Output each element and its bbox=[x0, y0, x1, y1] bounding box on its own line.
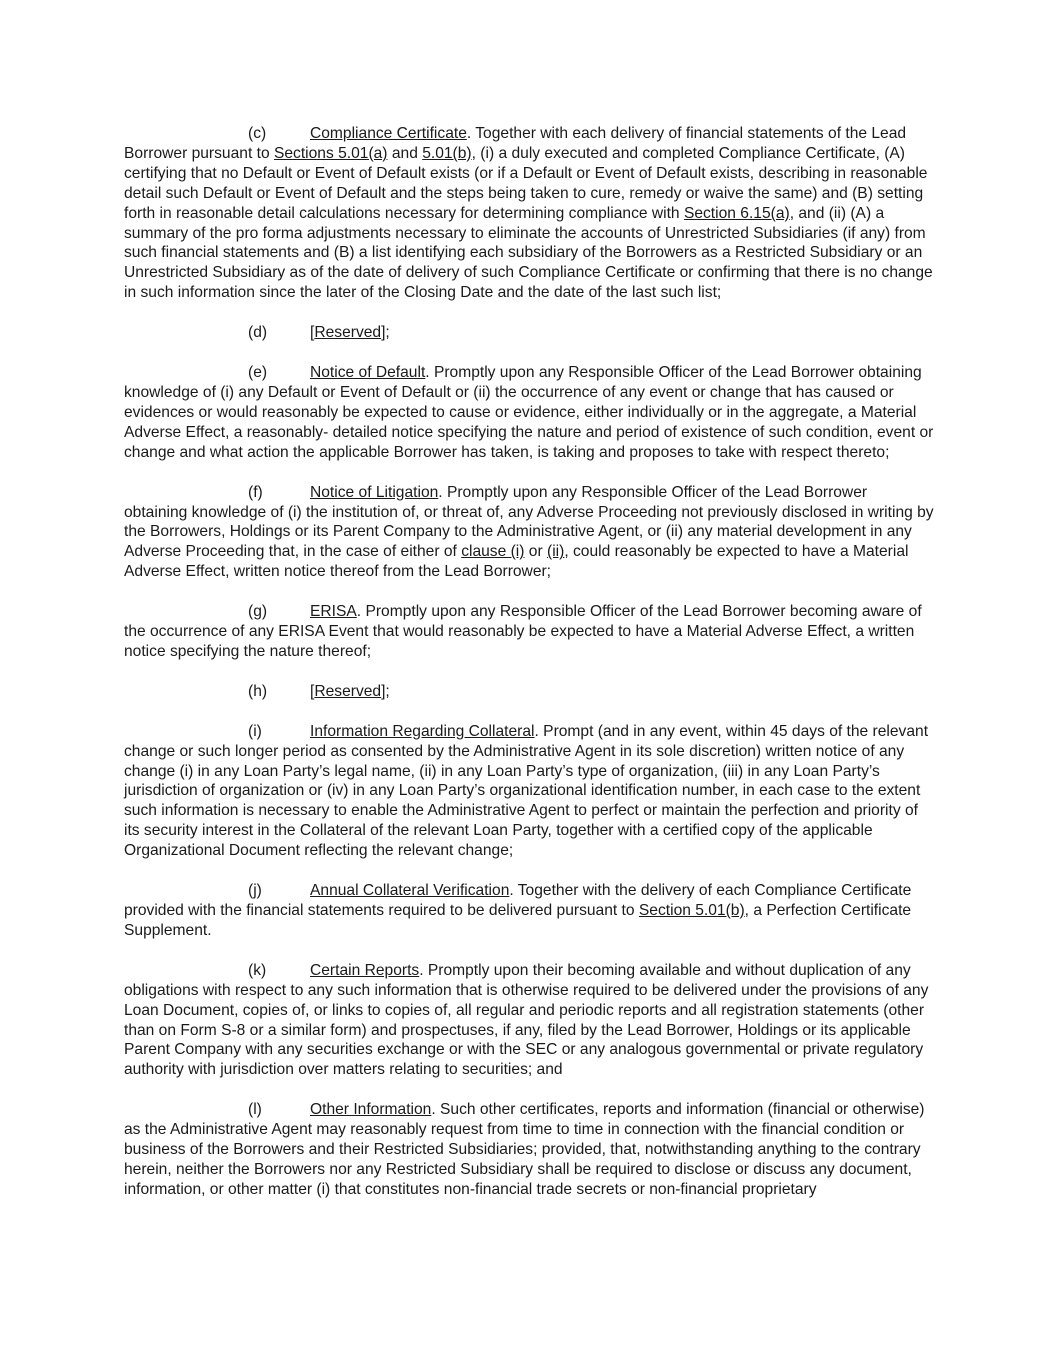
paragraph bbox=[124, 363, 934, 463]
text-run: . Promptly upon their becoming available and without duplication of any obligations with respect to any such information that is otherwise required to be delivered under the provisions of any Loan Document, copies of, or links to copies of, all regular and periodic reports and all registration statements (other than on Form S-8 or a similar form) and prospectuses, if any, filed by the Lead Borrower, Holdings or its applicable Parent Company with any securities exchange or with the SEC or any analogous governmental or private regulatory authority with jurisdiction over matters relating to securities; and bbox=[124, 961, 929, 1079]
paragraph-label: (d) bbox=[248, 324, 268, 342]
paragraph-label: (j) bbox=[248, 882, 262, 900]
underlined-term: Sections 5.01(a) bbox=[273, 144, 388, 162]
paragraph bbox=[124, 323, 934, 343]
paragraph-label: (f) bbox=[248, 483, 263, 501]
underlined-term: Information Regarding Collateral bbox=[310, 722, 535, 740]
paragraph-label: (l) bbox=[248, 1101, 262, 1119]
underlined-term: (ii) bbox=[547, 543, 565, 561]
document-page bbox=[124, 124, 934, 1220]
paragraph bbox=[124, 682, 934, 702]
paragraph bbox=[124, 722, 934, 861]
text-run: , a Perfection Certificate Supplement. bbox=[124, 902, 912, 939]
underlined-term: Certain Reports bbox=[310, 961, 420, 979]
paragraph-label: (c) bbox=[248, 125, 267, 142]
text-run: or bbox=[524, 543, 547, 561]
paragraph bbox=[124, 1100, 934, 1200]
underlined-term: clause (i) bbox=[461, 543, 525, 561]
text-run: , and (ii) (A) a summary of the pro forma adjustments necessary to eliminate the accounts of Unrestricted Subsidiaries (if any) from such financial statements and (B) a list identifying each subsidiary of the Borrowers as a Restricted Subsidiary or an Unrestricted Subsidiary as of the date of delivery of such Compliance Certificate or confirming that there is no change in such information since the later of the Closing Date and the date of the last such list; bbox=[124, 204, 933, 302]
underlined-term: Reserved bbox=[314, 324, 382, 342]
underlined-term: Notice of Default bbox=[310, 364, 426, 382]
paragraph bbox=[124, 602, 934, 662]
text-run: . Together with the delivery of each Compliance Certificate provided with the financial statements required to be delivered pursuant to bbox=[124, 882, 912, 919]
text-run: , (i) a duly executed and completed Compliance Certificate, (A) certifying that no Default or Event of Default exists (or if a Default or Event of Default exists, describing in reasonable detail such Default or Event of Default and the steps being taken to cure, remedy or waive the same) and (B) setting forth in reasonable detail calculations necessary for determining compliance with bbox=[124, 144, 928, 222]
underlined-term: Compliance Certificate bbox=[310, 125, 467, 142]
underlined-term: ERISA bbox=[310, 603, 357, 621]
paragraph-label: (e) bbox=[248, 364, 268, 382]
underlined-term: Reserved bbox=[314, 682, 382, 700]
paragraph-label: (i) bbox=[248, 722, 262, 740]
text-run: . Promptly upon any Responsible Officer of the Lead Borrower obtaining knowledge of (i) any Default or Event of Default or (ii) the occurrence of any event or change that has caused or evidences or would reasonably be expected to cause or evidence, either individually or in the aggregate, a Material Adverse Effect, a reasonably- detailed notice specifying the nature and period of existence of such condition, event or change and what action the applicable Borrower has taken, is taking and proposes to take with respect thereto; bbox=[124, 364, 934, 461]
underlined-term: Section 5.01(b) bbox=[638, 902, 745, 919]
text-run: . Promptly upon any Responsible Officer of the Lead Borrower becoming aware of the occurrence of any ERISA Event that would reasonably be expected to have a Material Adverse Effect, a written notice specifying the nature thereof; bbox=[124, 603, 922, 660]
paragraph bbox=[124, 483, 934, 583]
underlined-term: 5.01(b) bbox=[422, 144, 472, 162]
text-run: ]; bbox=[381, 682, 390, 700]
text-run: . Together with each delivery of financial statements of the Lead Borrower pursuant to bbox=[124, 125, 907, 162]
underlined-term: Other Information bbox=[310, 1101, 432, 1119]
underlined-term: Notice of Litigation bbox=[310, 483, 439, 501]
text-run: [ bbox=[310, 682, 315, 700]
text-run: . Such other certificates, reports and information (financial or otherwise) as the Administrative Agent may reasonably request from time to time in connection with the financial condition or business of the Borrowers and their Restricted Subsidiaries; provided, that, notwithstanding anything to the contrary herein, neither the Borrowers nor any Restricted Subsidiary shall be required to disclose or discuss any document, information, or other matter (i) that constitutes non-financial trade secrets or non-financial proprietary bbox=[124, 1101, 925, 1198]
underlined-term: Section 6.15(a) bbox=[683, 204, 790, 222]
paragraph-label: (g) bbox=[248, 603, 268, 621]
paragraph-label: (k) bbox=[248, 961, 267, 979]
text-run: and bbox=[387, 144, 423, 162]
text-run: , could reasonably be expected to have a Material Adverse Effect, written notice thereof from the Lead Borrower; bbox=[124, 543, 909, 581]
paragraph bbox=[124, 961, 934, 1080]
paragraph bbox=[124, 881, 934, 941]
text-run: . Prompt (and in any event, within 45 days of the relevant change or such longer period as consented by the Administrative Agent in its sole discretion) written notice of any change (i) in any Loan Party’s legal name, (ii) in any Loan Party’s type of organization, (iii) in any Loan Party’s jurisdiction of organization or (iv) in any Loan Party’s organizational identification number, in each case to the extent such information is necessary to enable the Administrative Agent to perfect or maintain the perfection and priority of its security interest in the Collateral of the relevant Loan Party, together with a certified copy of the applicable Organizational Document reflecting the relevant change; bbox=[124, 722, 929, 860]
paragraph-label: (h) bbox=[248, 682, 268, 700]
text-run: ]; bbox=[381, 324, 390, 342]
underlined-term: Annual Collateral Verification bbox=[310, 882, 510, 900]
text-run: [ bbox=[310, 324, 315, 342]
text-run: . Promptly upon any Responsible Officer of the Lead Borrower obtaining knowledge of (i) the institution of, or threat of, any Adverse Proceeding not previously disclosed in writing by the Borrowers, Holdings or its Parent Company to the Administrative Agent, or (ii) any material development in any Adverse Proceeding that, in the case of either of bbox=[124, 483, 934, 561]
paragraph bbox=[124, 124, 934, 303]
